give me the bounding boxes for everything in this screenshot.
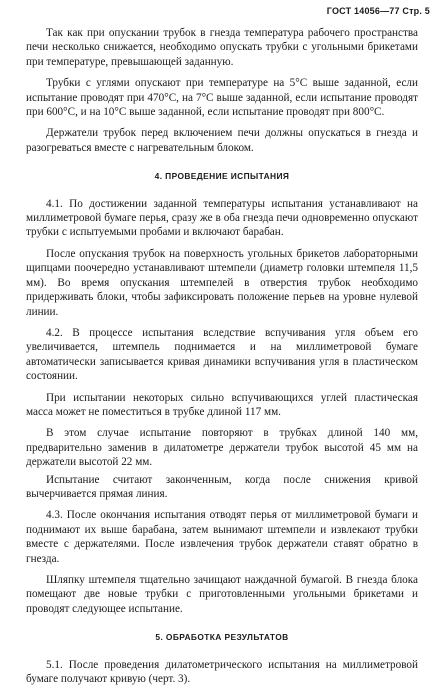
paragraph: 4.3. После окончания испытания отводят перья от миллиметровой бумаги и поднимают их выше барабана, затем вынимают штемпели и извлекают трубки вместе с держателями. После извлечения трубок держатели ставят обратно в гнезда. <box>26 509 418 565</box>
section-5-heading: 5. ОБРАБОТКА РЕЗУЛЬТАТОВ <box>155 632 289 643</box>
paragraph: После опускания трубок на поверхность угольных брикетов лабораторными щипцами поочередно устанавливают штемпели (диаметр головки штемпеля 11,5 мм). Во время опускания штемпелей в отверстия трубок необходимо придерживать блоки, чтобы зафиксировать положение перьев на уровне нулевой линии. <box>26 247 418 318</box>
page-content <box>26 26 418 693</box>
paragraph: Так как при опускании трубок в гнезда температура рабочего пространства печи несколько снижается, необходимо опускать трубки с угольными брикетами при температуре, превышающей заданную. <box>26 27 418 68</box>
paragraph: Трубки с углями опускают при температуре на 5°С выше заданной, если испытание проводят при 470°С, на 7°С выше заданной, если испытание проводят при 600°С, и на 10°С выше заданной, если испытание проводят при 800°С. <box>26 77 418 119</box>
paragraph: Испытание считают законченным, когда после снижения кривой вычерчивается прямая линия. <box>26 473 418 500</box>
paragraph: При испытании некоторых сильно вспучивающихся углей пластическая масса может не поместиться в трубке длиной 117 мм. <box>26 391 418 418</box>
paragraph: В этом случае испытание повторяют в трубках длиной 140 мм, предварительно заменив в дилатометре держатели трубок высотой 45 мм на держатели высотой 22 мм. <box>26 427 418 469</box>
page-header: ГОСТ 14056—77 Стр. 5 <box>326 6 430 16</box>
paragraph: Держатели трубок перед включением печи должны опускаться в гнезда и разогреваться вместе с нагревательным блоком. <box>26 127 418 154</box>
section-4-heading: 4. ПРОВЕДЕНИЕ ИСПЫТАНИЯ <box>154 171 290 182</box>
paragraph: 4.1. По достижении заданной температуры испытания устанавливают на миллиметровой бумаге перья, сразу же в оба гнезда печи одновременно опускают трубки с испытуемыми пробами и включают барабан. <box>26 197 418 239</box>
paragraph: Шляпку штемпеля тщательно зачищают наждачной бумагой. В гнезда блока помещают две новые трубки с приготовленными угольными брикетами и проводят следующее испытание. <box>26 574 418 615</box>
paragraph: 4.2. В процессе испытания вследствие вспучивания угля объем его увеличивается, штемпель поднимается и на миллиметровой бумаге автоматически записывается кривая динамики вспучивания угля в пластическом состоянии. <box>26 326 418 383</box>
paragraph: 5.1. После проведения дилатометрического испытания на миллиметровой бумаге получают кривую (черт. 3). <box>26 658 418 686</box>
